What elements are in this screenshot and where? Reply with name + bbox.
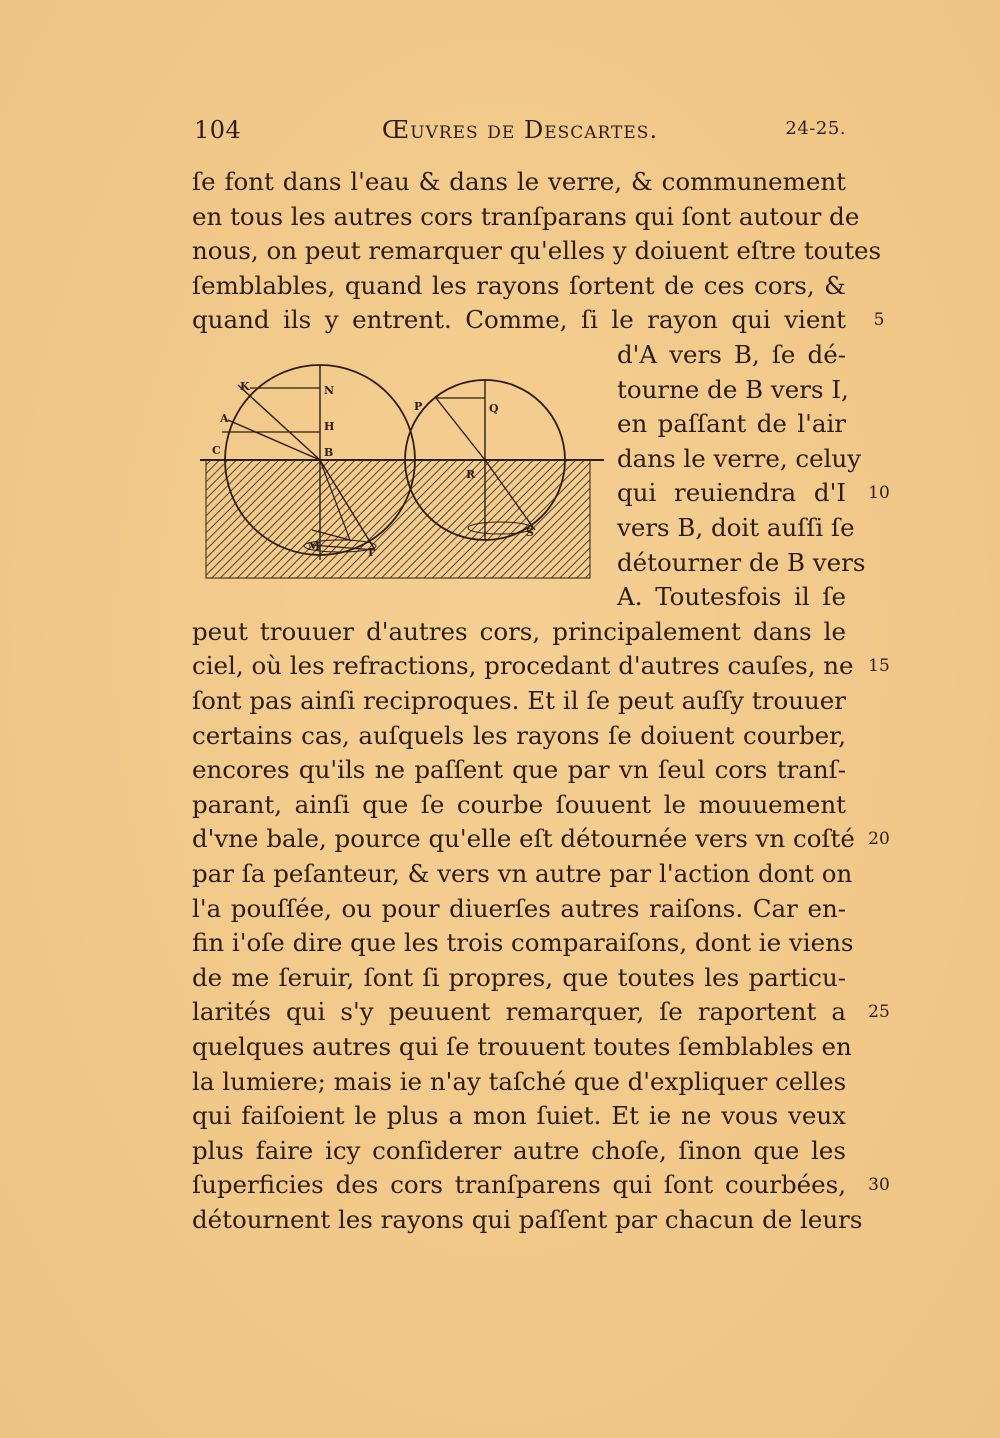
text-line: en tous les autres cors tranſparans qui ſont autour de: [192, 201, 860, 231]
line-number: 10: [868, 483, 890, 504]
text-line: qui reuiendra d'I: [617, 478, 846, 508]
line-number: 30: [868, 1175, 890, 1196]
page-range: 24-25.: [785, 118, 846, 139]
text-line: détournent les rayons qui paſſent par chacun de leurs: [192, 1205, 863, 1234]
text-line: ſuperficies des cors tranſparens qui ſont courbées,: [192, 1170, 846, 1200]
text-line: A. Toutesfois il ſe: [617, 582, 846, 612]
line-number: 5: [873, 310, 885, 331]
text-line: ſemblables, quand les rayons ſortent de ces cors, &: [192, 270, 846, 300]
figure-label: I: [368, 546, 374, 559]
text-line: détourner de B vers: [617, 547, 866, 577]
text-line: peut trouuer d'autres cors, principalement dans le: [192, 616, 846, 646]
text-line: dans le verre, celuy: [617, 443, 862, 473]
page-number: 104: [194, 116, 242, 144]
text-line: encores qu'ils ne paſſent que par vn ſeul cors tranſ-: [192, 755, 846, 785]
text-line: de me ſeruir, ſont ſi propres, que toutes les particu-: [192, 962, 846, 992]
figure-label: B: [324, 446, 334, 459]
text-line: la lumiere; mais ie n'ay taſché que d'expliquer celles: [192, 1066, 847, 1096]
text-line: quelques autres qui ſe trouuent toutes ſemblables en: [192, 1032, 852, 1061]
text-line: ſe font dans l'eau & dans le verre, & communement: [192, 167, 846, 196]
line-number: 15: [868, 656, 890, 677]
text-line: l'a pouſſée, ou pour diuerſes autres raiſons. Car en-: [192, 893, 846, 923]
figure-label: Q: [489, 402, 499, 415]
figure-label: S: [526, 526, 534, 539]
text-line: tourne de B vers I,: [617, 374, 849, 404]
figure-label: A: [220, 412, 229, 425]
text-line: larités qui s'y peuuent remarquer, ſe raportent a: [192, 997, 846, 1027]
text-line: plus faire icy conſiderer autre choſe, ſinon que les: [192, 1135, 846, 1165]
text-line: nous, on peut remarquer qu'elles y doiuent eſtre toutes: [192, 236, 882, 266]
figure-label: N: [324, 384, 335, 397]
line-number: 20: [868, 829, 890, 850]
glass-block: [206, 460, 590, 578]
running-title: Œuvres de Descartes.: [381, 116, 659, 144]
text-line: quand ils y entrent. Comme, ſi le rayon qui vient: [192, 305, 846, 335]
refraction-diagram: [200, 360, 606, 582]
text-line: parant, ainſi que ſe courbe ſouuent le mouuement: [192, 789, 846, 819]
text-line: ſont pas ainſi reciproques. Et il ſe peut auſſy trouuer: [192, 686, 846, 715]
text-line: vers B, doit auſſi ſe: [617, 513, 855, 542]
figure-label: K: [240, 380, 250, 393]
refraction-figure: [200, 360, 606, 582]
figure-label: C: [212, 444, 221, 457]
text-line: d'A vers B, ſe dé-: [617, 340, 846, 369]
text-line: ciel, où les refractions, procedant d'autres cauſes, ne: [192, 651, 854, 681]
text-line: certains cas, auſquels les rayons ſe doiuent courber,: [192, 720, 846, 750]
line-number: 25: [868, 1002, 890, 1023]
text-line: qui faiſoient le plus a mon ſuiet. Et ie ne vous veux: [192, 1101, 846, 1131]
figure-label: H: [324, 420, 335, 433]
figure-label: R: [466, 468, 476, 481]
running-header: [194, 116, 846, 152]
text-line: fin i'oſe dire que les trois comparaiſons, dont ie viens: [192, 928, 854, 958]
text-line: d'vne bale, pource qu'elle eſt détournée vers vn coſté: [192, 824, 855, 854]
text-line: en paſſant de l'air: [617, 409, 846, 439]
figure-label: M: [308, 540, 321, 553]
figure-label: P: [414, 400, 423, 413]
text-line: par ſa peſanteur, & vers vn autre par l'action dont on: [192, 859, 853, 888]
